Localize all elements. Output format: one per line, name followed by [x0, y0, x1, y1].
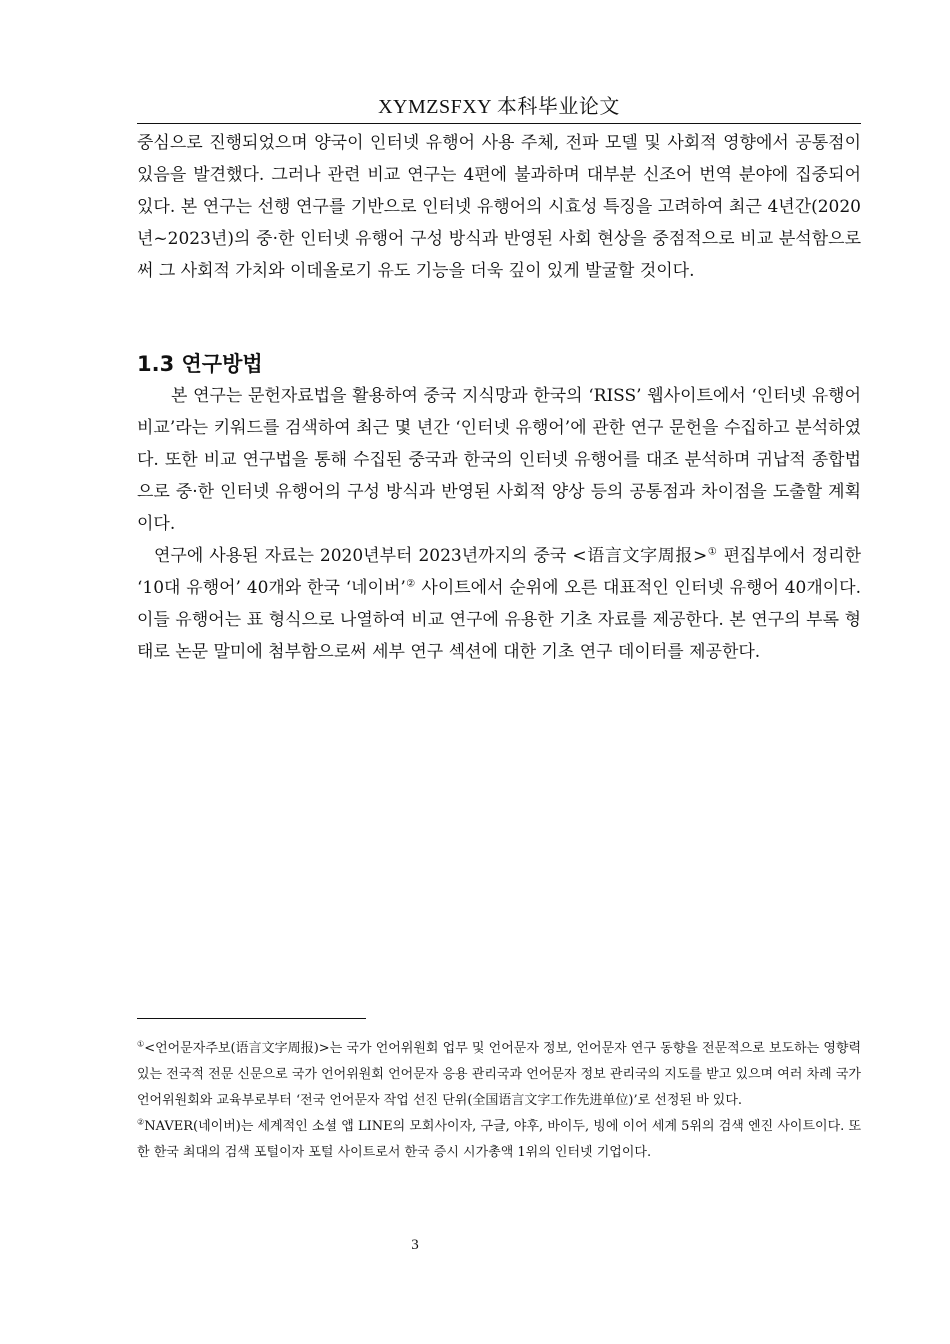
previous-section-text	[137, 127, 861, 287]
footnote-text: <언어문자주보(语言文字周报)>는 국가 언어위원회 업무 및 언어문자 정보, 언어문자 연구 동향을 전문적으로 보도하는 영향력 있는 전국적 전문 신문으로 국가 언어위원회 언어문자 응용 관리국과 언어문자 정보 관리국의 지도를 받고 있으며 여러 차례 국가 언어위원회와 교육부로부터 ‘전국 언어문자 작업 선진 단위(全国语言文字工作先进单位)’로 선정된 바 있다.	[137, 1041, 861, 1108]
body-paragraph: 중심으로 진행되었으며 양국이 인터넷 유행어 사용 주체, 전파 모델 및 사회적 영향에서 공통점이 있음을 발견했다. 그러나 관련 비교 연구는 4편에 불과하며 대부분 신조어 번역 분야에 집중되어 있다. 본 연구는 선행 연구를 기반으로 인터넷 유행어의 시효성 특징을 고려하여 최근 4년간(2020년~2023년)의 중·한 인터넷 유행어 구성 방식과 반영된 사회 현상을 중점적으로 비교 분석함으로써 그 사회적 가치와 이데올로기 유도 기능을 더욱 깊이 있게 발굴할 것이다.	[137, 133, 861, 281]
page-number: 3	[411, 1237, 419, 1253]
footnote-mark: ②	[137, 1117, 145, 1127]
section-heading: 1.3 연구방법	[137, 352, 263, 376]
paragraph-text: 사이트에서 순위에 오른 대표적인 인터넷 유행어 40개이다. 이들 유행어는 표 형식으로 나열하여 비교 연구에 유용한 기초 자료를 제공한다. 본 연구의 부록 형태로 논문 말미에 첨부함으로써 세부 연구 섹션에 대한 기초 연구 데이터를 제공한다.	[137, 578, 862, 662]
running-header: XYMZSFXY 本科毕业论文	[378, 96, 620, 118]
footnote-separator	[137, 1018, 366, 1019]
body-paragraph-methods-1: 본 연구는 문헌자료법을 활용하여 중국 지식망과 한국의 ‘RISS’ 웹사이트에서 ‘인터넷 유행어 비교’라는 키워드를 검색하여 최근 몇 년간 ‘인터넷 유행어’에 관한 연구 문헌을 수집하고 분석하였다. 또한 비교 연구법을 통해 수집된 중국과 한국의 인터넷 유행어를 대조 분석하며 귀납적 종합법으로 중·한 인터넷 유행어의 구성 방식과 반영된 사회적 양상 등의 공통점과 차이점을 도출할 계획이다.	[137, 386, 861, 534]
footnote-item	[137, 1036, 861, 1114]
paragraph-text: 편집부에서 정리한 ‘10대 유행어’ 40개와 한국 ‘네이버’	[137, 546, 862, 598]
section-body	[137, 380, 861, 668]
footnote-reference[interactable]: ①	[707, 546, 718, 558]
footnote-item	[137, 1114, 861, 1166]
document-page	[137, 0, 861, 1344]
footnote-reference[interactable]: ②	[405, 578, 416, 590]
footnote-mark: ①	[137, 1039, 145, 1049]
footnotes	[137, 1036, 861, 1166]
header-rule	[137, 123, 861, 124]
footnote-text: NAVER(네이버)는 세계적인 소셜 앱 LINE의 모회사이자, 구글, 야후, 바이두, 빙에 이어 세계 5위의 검색 엔진 사이트이다. 또한 한국 최대의 검색 포털이자 포털 사이트로서 한국 증시 시가총액 1위의 인터넷 기업이다.	[137, 1119, 861, 1160]
paragraph-text: 연구에 사용된 자료는 2020년부터 2023년까지의 중국 <语言文字周报>	[154, 546, 708, 566]
body-paragraph-methods-2	[137, 540, 861, 668]
